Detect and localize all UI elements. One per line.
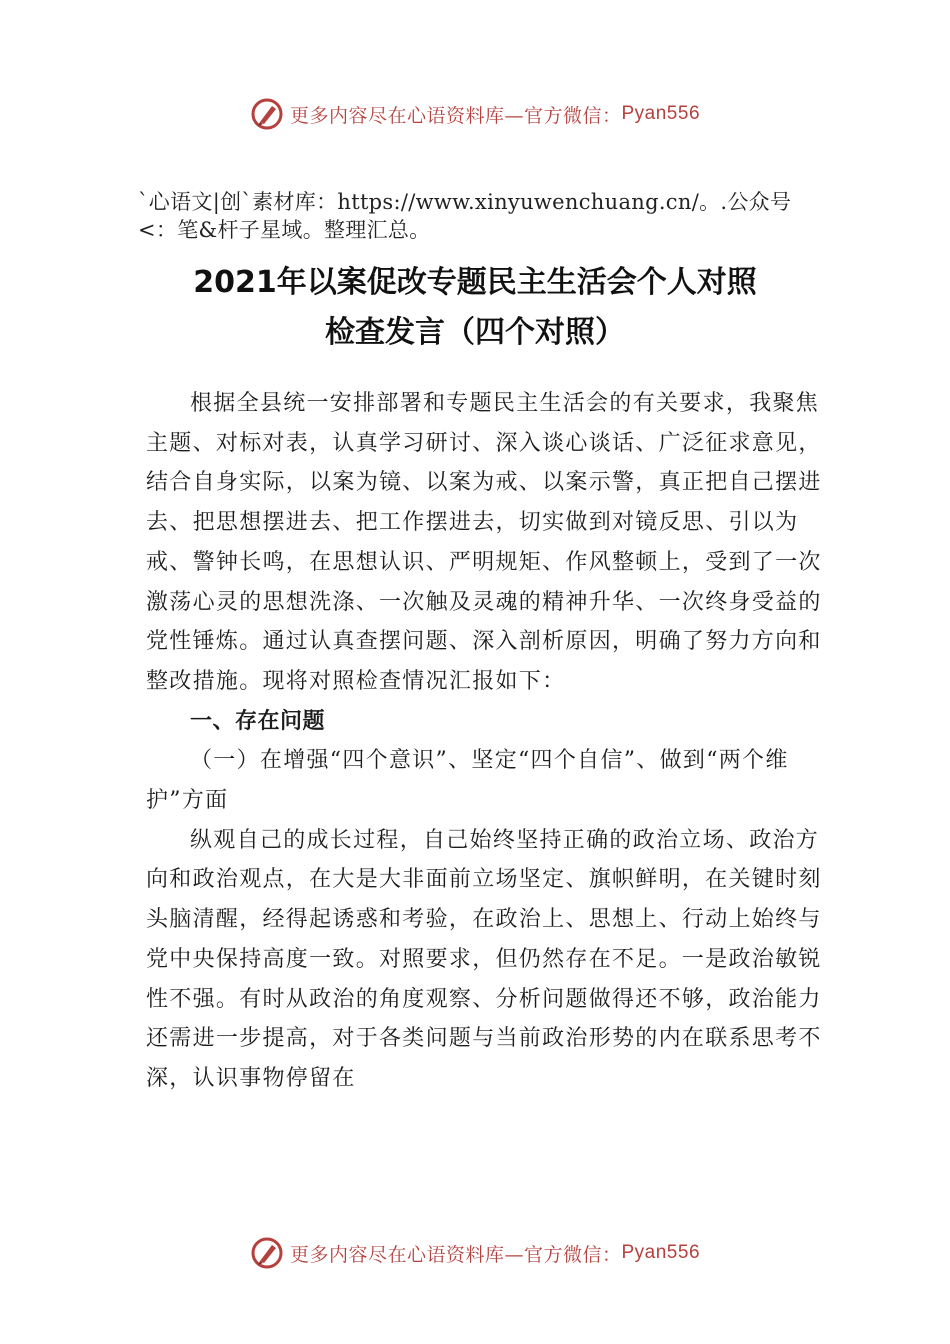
header-banner [0,94,950,134]
intro-paragraph: 根据全县统一安排部署和专题民主生活会的有关要求，我聚焦主题、对标对表，认真学习研讨、深入谈心谈话、广泛征求意见，结合自身实际，以案为镜、以案为戒、以案示警，真正把自己摆进去、把思想摆进去、把工作摆进去，切实做到对镜反思、引以为戒、警钟长鸣，在思想认识、严明规矩、作风整顿上，受到了一次激荡心灵的思想洗涤、一次触及灵魂的精神升华、一次终身受益的党性锤炼。通过认真查摆问题、深入剖析原因，明确了努力方向和整改措施。现将对照检查情况汇报如下： [146,391,822,694]
title-line-1: 2021年以案促改专题民主生活会个人对照 [193,265,757,300]
banner-wechat-id: Pyan556 [621,1242,701,1263]
source-note: `心语文|创`素材库：https://www.xinyuwenchuang.cn/。.公众号<：笔&杆子星域。整理汇总。 [138,190,792,242]
document-body [146,384,826,1099]
banner-wechat-id: Pyan556 [621,103,701,124]
pen-seal-icon [250,1236,284,1270]
body-paragraph: 纵观自己的成长过程，自己始终坚持正确的政治立场、政治方向和政治观点，在大是大非面前立场坚定、旗帜鲜明，在关键时刻头脑清醒，经得起诱惑和考验，在政治上、思想上、行动上始终与党中央保持高度一致。对照要求，但仍然存在不足。一是政治敏锐性不强。有时从政治的角度观察、分析问题做得还不够，政治能力还需进一步提高，对于各类问题与当前政治形势的内在联系思考不深，认识事物停留在 [146,827,822,1091]
pen-seal-icon [250,97,284,131]
footer-banner [0,1233,950,1273]
title-line-2: 检查发言（四个对照） [325,315,625,350]
banner-text: 更多内容尽在心语资料库—官方微信： [289,1243,622,1266]
banner-text: 更多内容尽在心语资料库—官方微信： [289,104,622,127]
page-title [100,258,850,358]
section-heading: 一、存在问题 [190,708,326,734]
subsection-heading: （一）在增强“四个意识”、坚定“四个自信”、做到“两个维护”方面 [146,748,789,814]
